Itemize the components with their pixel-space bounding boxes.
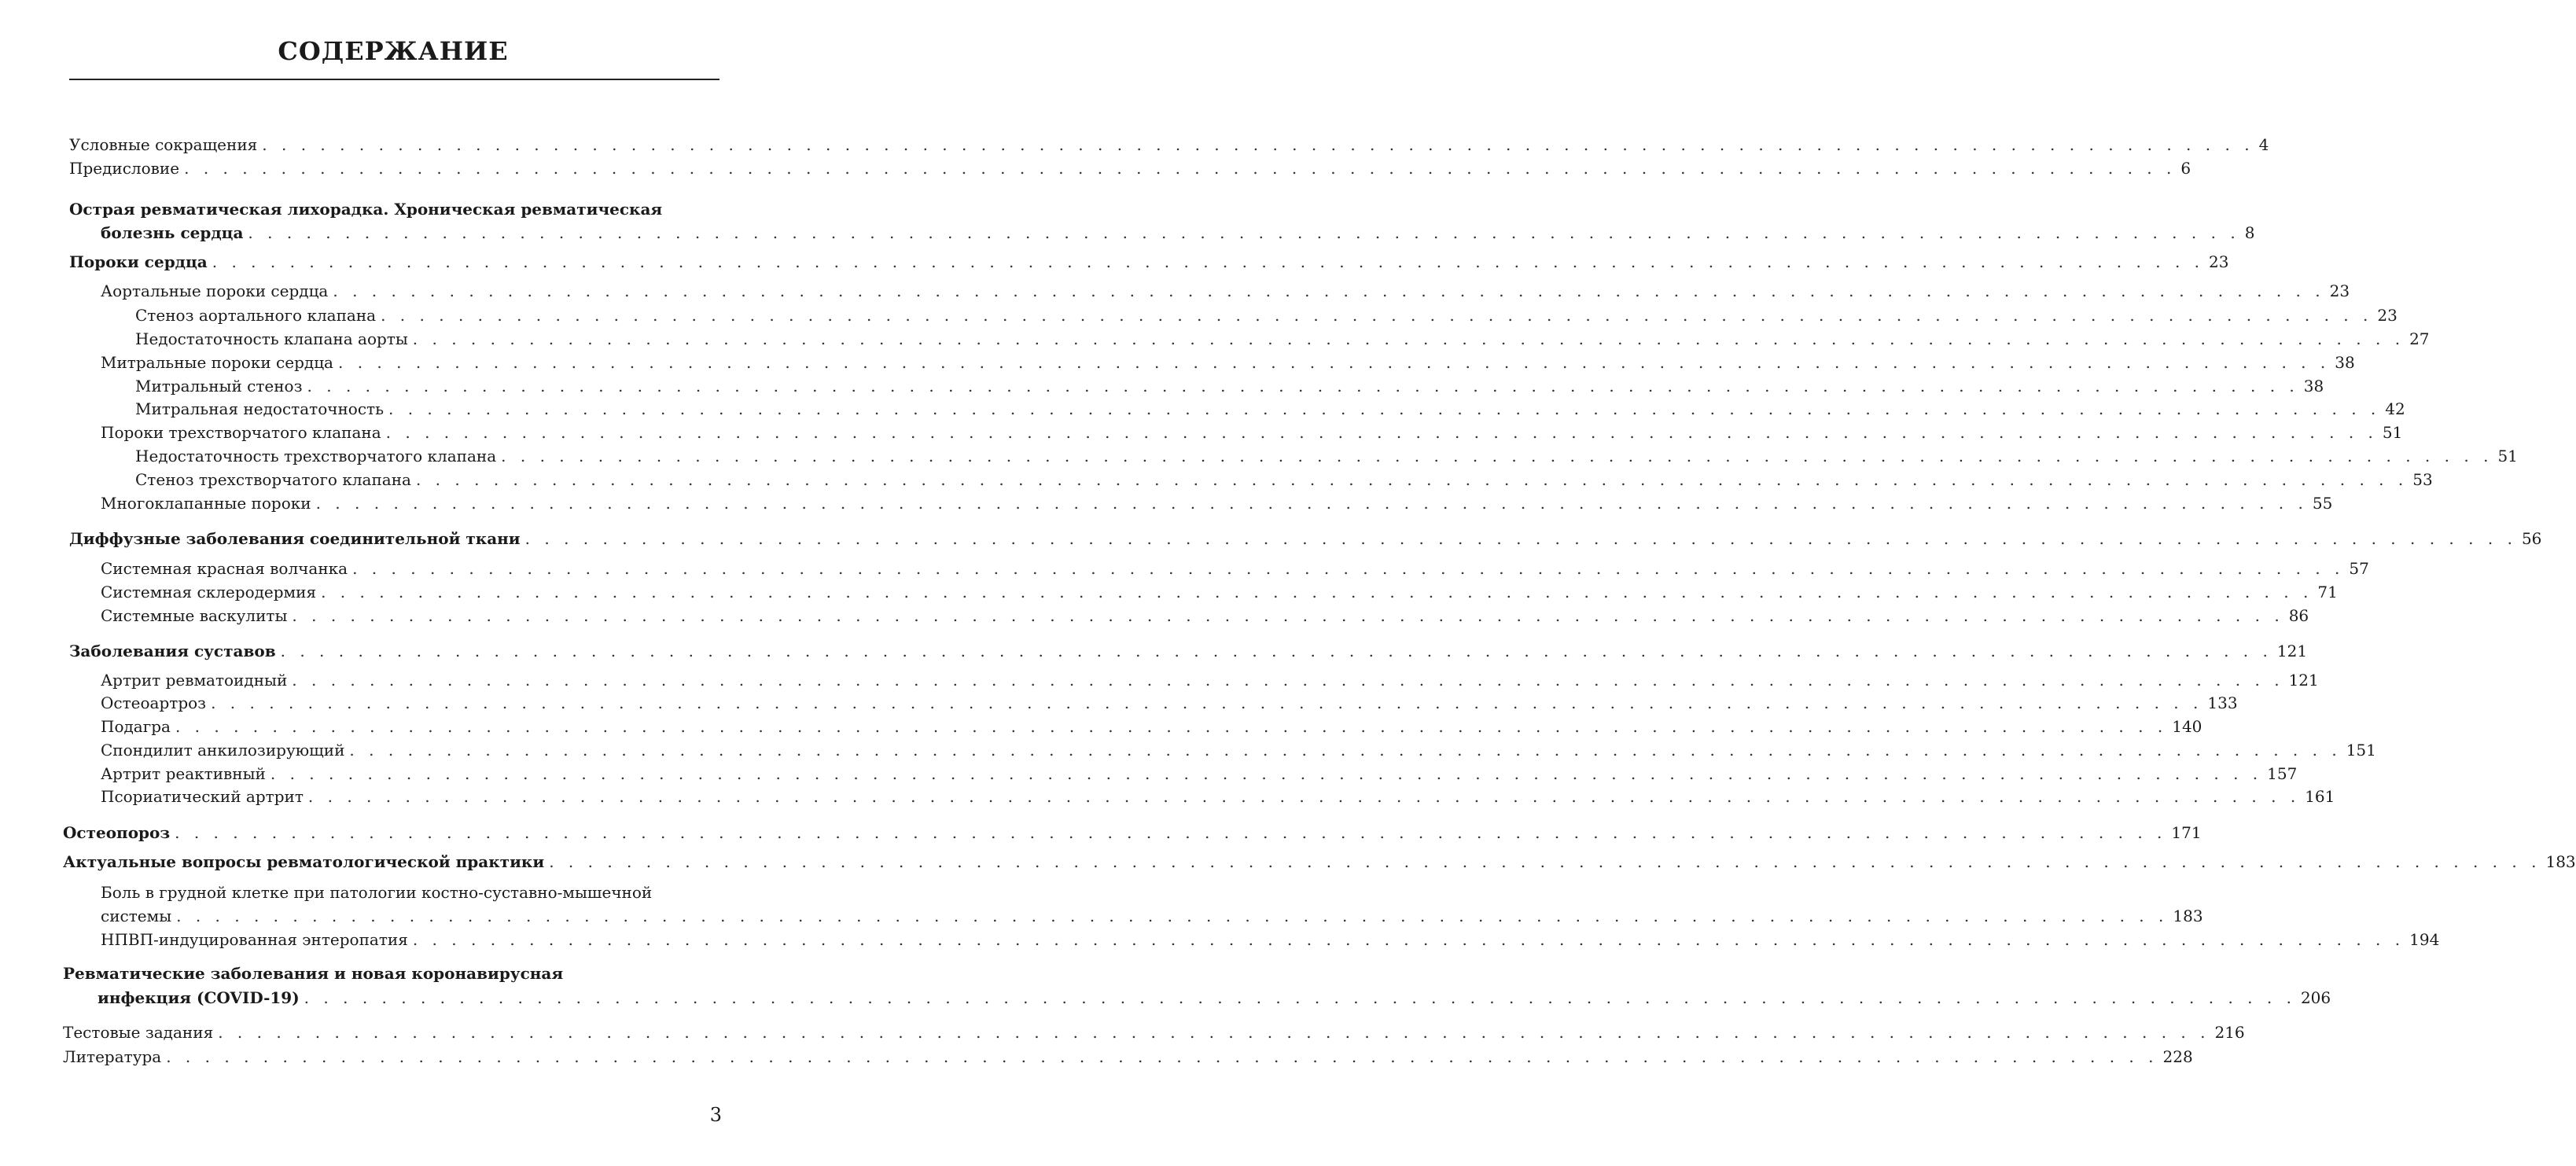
toc-entry[interactable] (135, 329, 2430, 349)
toc-entry-page: 53 (2412, 470, 2433, 489)
dot-leader: . . . . . . . . . . . . . . . . . . . . . . . . . . . . . . . . . . . . . . . . . . . . . . . . . . . . . . . . . . . . . . . . . . . . . . . . . . . . . . . . . . . . . . . . . . . . . . . . . . . . . . . (337, 353, 2331, 372)
toc-entry-page: 4 (2258, 135, 2269, 154)
toc-entry-label: Многоклапанные пороки (101, 494, 311, 513)
toc-entry-label: НПВП-индуцированная энтеропатия (101, 930, 408, 949)
dot-leader: . . . . . . . . . . . . . . . . . . . . . . . . . . . . . . . . . . . . . . . . . . . . . . . . . . . . . . . . . . . . . . . . . . . . . . . . . . . . . . . . . . . . . . . . . . . . . . . . . . . . . . . (280, 642, 2272, 660)
dot-leader: . . . . . . . . . . . . . . . . . . . . . . . . . . . . . . . . . . . . . . . . . . . . . . . . . . . . . . . . . . . . . . . . . . . . . . . . . . . . . . . . . . . . . . . . . . . . . . . . . . . . . . . (349, 741, 2342, 760)
toc-entry-label: Недостаточность трехстворчатого клапана (135, 447, 497, 465)
toc-entry-page: 8 (2244, 223, 2255, 242)
toc-entry-page: 23 (2377, 306, 2398, 325)
toc-entry-page: 23 (2329, 281, 2350, 300)
dot-leader: . . . . . . . . . . . . . . . . . . . . . . . . . . . . . . . . . . . . . . . . . . . . . . . . . . . . . . . . . . . . . . . . . . . . . . . . . . . . . . . . . . . . . . . . . . . . . . . . . . . . . . . (549, 852, 2541, 871)
toc-entry-page: 161 (2305, 787, 2335, 806)
toc-entry-page: 183 (2545, 852, 2576, 871)
toc-entry-page: 140 (2172, 717, 2202, 736)
toc-entry[interactable] (101, 422, 2403, 443)
toc-entry[interactable] (69, 528, 2542, 549)
toc-entry[interactable] (135, 399, 2405, 419)
toc-entry-label: Системная склеродермия (101, 583, 317, 601)
toc-entry-label: Тестовые задания (63, 1023, 214, 1042)
dot-leader: . . . . . . . . . . . . . . . . . . . . . . . . . . . . . . . . . . . . . . . . . . . . . . . . . . . . . . . . . . . . . . . . . . . . . . . . . . . . . . . . . . . . . . . . . . . . . . . . . . . . . . . (388, 399, 2381, 418)
toc-entry-label: Системные васкулиты (101, 606, 288, 625)
toc-entry[interactable] (101, 670, 2319, 690)
dot-leader: . . . . . . . . . . . . . . . . . . . . . . . . . . . . . . . . . . . . . . . . . . . . . . . . . . . . . . . . . . . . . . . . . . . . . . . . . . . . . . . . . . . . . . . . . . . . . . . . . . . . . . . (184, 159, 2177, 178)
toc-entry-page: 56 (2521, 529, 2542, 548)
toc-entry-label: Артрит реактивный (101, 764, 266, 783)
toc-entry[interactable] (63, 822, 2202, 843)
toc-entry-page: 121 (2288, 671, 2319, 690)
toc-entry[interactable] (101, 223, 2255, 243)
toc-entry-page: 216 (2214, 1023, 2245, 1042)
dot-leader: . . . . . . . . . . . . . . . . . . . . . . . . . . . . . . . . . . . . . . . . . . . . . . . . . . . . . . . . . . . . . . . . . . . . . . . . . . . . . . . . . . . . . . . . . . . . . . . . . . . . . . . (321, 583, 2313, 601)
dot-leader: . . . . . . . . . . . . . . . . . . . . . . . . . . . . . . . . . . . . . . . . . . . . . . . . . . . . . . . . . . . . . . . . . . . . . . . . . . . . . . . . . . . . . . . . . . . . . . . . . . . . . . . (218, 1023, 2210, 1042)
toc-entry[interactable] (101, 582, 2338, 602)
toc-entry-page: 183 (2173, 907, 2203, 925)
page-number: 3 (709, 1104, 722, 1126)
toc-entry[interactable] (101, 352, 2355, 373)
toc-entry-page: 194 (2409, 930, 2440, 949)
toc-entry[interactable] (101, 558, 2369, 579)
dot-leader: . . . . . . . . . . . . . . . . . . . . . . . . . . . . . . . . . . . . . . . . . . . . . . . . . . . . . . . . . . . . . . . . . . . . . . . . . . . . . . . . . . . . . . . . . . . . . . . . . . . . . . . (212, 252, 2205, 271)
toc-entry-label: Условные сокращения (69, 135, 258, 154)
toc-entry-label-line1[interactable]: Ревматические заболевания и новая коронавирусная (63, 964, 564, 983)
dot-leader: . . . . . . . . . . . . . . . . . . . . . . . . . . . . . . . . . . . . . . . . . . . . . . . . . . . . . . . . . . . . . . . . . . . . . . . . . . . . . . . . . . . . . . . . . . . . . . . . . . . . . . . (248, 223, 2240, 242)
toc-entry[interactable] (101, 906, 2203, 926)
toc-entry-label: Спондилит анкилозирующий (101, 741, 345, 760)
toc-entry-page: 38 (2303, 377, 2324, 395)
toc-entry[interactable] (135, 305, 2398, 326)
toc-entry-page: 38 (2335, 353, 2355, 372)
dot-leader: . . . . . . . . . . . . . . . . . . . . . . . . . . . . . . . . . . . . . . . . . . . . . . . . . . . . . . . . . . . . . . . . . . . . . . . . . . . . . . . . . . . . . . . . . . . . . . . . . . . . . . . (307, 377, 2299, 395)
toc-entry[interactable] (69, 134, 2269, 155)
toc-entry-label: Предисловие (69, 159, 180, 178)
dot-leader: . . . . . . . . . . . . . . . . . . . . . . . . . . . . . . . . . . . . . . . . . . . . . . . . . . . . . . . . . . . . . . . . . . . . . . . . . . . . . . . . . . . . . . . . . . . . . . . . . . . . . . . (292, 606, 2284, 625)
dot-leader: . . . . . . . . . . . . . . . . . . . . . . . . . . . . . . . . . . . . . . . . . . . . . . . . . . . . . . . . . . . . . . . . . . . . . . . . . . . . . . . . . . . . . . . . . . . . . . . . . . . . . . . (315, 494, 2308, 513)
toc-entry-label: Митральные пороки сердца (101, 353, 333, 372)
dot-leader: . . . . . . . . . . . . . . . . . . . . . . . . . . . . . . . . . . . . . . . . . . . . . . . . . . . . . . . . . . . . . . . . . . . . . . . . . . . . . . . . . . . . . . . . . . . . . . . . . . . . . . . (524, 529, 2517, 548)
toc-entry[interactable] (135, 376, 2324, 396)
dot-leader: . . . . . . . . . . . . . . . . . . . . . . . . . . . . . . . . . . . . . . . . . . . . . . . . . . . . . . . . . . . . . . . . . . . . . . . . . . . . . . . . . . . . . . . . . . . . . . . . . . . . . . . (352, 559, 2345, 578)
toc-entry-label: Остеоартроз (101, 693, 207, 712)
toc-entry-label: Остеопороз (63, 823, 171, 842)
toc-entry-page: 151 (2346, 741, 2376, 760)
toc-entry[interactable] (101, 929, 2440, 950)
dot-leader: . . . . . . . . . . . . . . . . . . . . . . . . . . . . . . . . . . . . . . . . . . . . . . . . . . . . . . . . . . . . . . . . . . . . . . . . . . . . . . . . . . . . . . . . . . . . . . . . . . . . . . . (175, 717, 2168, 736)
dot-leader: . . . . . . . . . . . . . . . . . . . . . . . . . . . . . . . . . . . . . . . . . . . . . . . . . . . . . . . . . . . . . . . . . . . . . . . . . . . . . . . . . . . . . . . . . . . . . . . . . . . . . . . (333, 281, 2325, 300)
toc-entry-page: 42 (2385, 399, 2405, 418)
toc-entry-label: Митральный стеноз (135, 377, 303, 395)
toc-entry-label: Пороки сердца (69, 252, 208, 271)
toc-entry-label: инфекция (COVID-19) (98, 988, 300, 1007)
toc-entry-label: Митральная недостаточность (135, 399, 384, 418)
toc-entry-label: болезнь сердца (101, 223, 244, 242)
toc-entry[interactable] (101, 693, 2238, 713)
dot-leader: . . . . . . . . . . . . . . . . . . . . . . . . . . . . . . . . . . . . . . . . . . . . . . . . . . . . . . . . . . . . . . . . . . . . . . . . . . . . . . . . . . . . . . . . . . . . . . . . . . . . . . . (211, 693, 2203, 712)
dot-leader: . . . . . . . . . . . . . . . . . . . . . . . . . . . . . . . . . . . . . . . . . . . . . . . . . . . . . . . . . . . . . . . . . . . . . . . . . . . . . . . . . . . . . . . . . . . . . . . . . . . . . . . (385, 423, 2378, 442)
toc-entry-label: системы (101, 907, 172, 925)
toc-entry-page: 6 (2180, 159, 2191, 178)
dot-leader: . . . . . . . . . . . . . . . . . . . . . . . . . . . . . . . . . . . . . . . . . . . . . . . . . . . . . . . . . . . . . . . . . . . . . . . . . . . . . . . . . . . . . . . . . . . . . . . . . . . . . . . (381, 306, 2373, 325)
toc-entry[interactable] (101, 605, 2309, 626)
toc-entry-label: Подагра (101, 717, 171, 736)
toc-entry[interactable] (101, 763, 2298, 784)
toc-entry-label: Стеноз трехстворчатого клапана (135, 470, 411, 489)
toc-entry-page: 51 (2497, 447, 2518, 465)
toc-entry-page: 228 (2162, 1047, 2193, 1066)
toc-entry-page: 121 (2276, 642, 2308, 660)
toc-entry-label: Недостаточность клапана аорты (135, 329, 408, 348)
toc-entry-page: 171 (2171, 823, 2202, 842)
dot-leader: . . . . . . . . . . . . . . . . . . . . . . . . . . . . . . . . . . . . . . . . . . . . . . . . . . . . . . . . . . . . . . . . . . . . . . . . . . . . . . . . . . . . . . . . . . . . . . . . . . . . . . . (412, 930, 2405, 949)
toc-entry[interactable] (101, 740, 2376, 760)
toc-entry-label: Диффузные заболевания соединительной ткани (69, 529, 521, 548)
toc-entry[interactable] (135, 446, 2518, 466)
toc-entry-label: Аортальные пороки сердца (101, 281, 329, 300)
dot-leader: . . . . . . . . . . . . . . . . . . . . . . . . . . . . . . . . . . . . . . . . . . . . . . . . . . . . . . . . . . . . . . . . . . . . . . . . . . . . . . . . . . . . . . . . . . . . . . . . . . . . . . . (501, 447, 2493, 465)
toc-entry-page: 206 (2300, 988, 2331, 1007)
toc-entry[interactable] (135, 469, 2433, 490)
toc-entry[interactable] (101, 493, 2333, 513)
toc-entry-page: 57 (2349, 559, 2369, 578)
toc-entry[interactable] (101, 281, 2350, 301)
toc-entry-page: 86 (2288, 606, 2309, 625)
toc-entry-page: 55 (2312, 494, 2333, 513)
toc-entry-label: Литература (63, 1047, 162, 1066)
toc-entry[interactable] (63, 852, 2576, 872)
toc-entry-label-line1[interactable]: Боль в грудной клетке при патологии костно-суставно-мышечной (101, 883, 653, 902)
toc-entry-label: Псориатический артрит (101, 787, 304, 806)
dot-leader: . . . . . . . . . . . . . . . . . . . . . . . . . . . . . . . . . . . . . . . . . . . . . . . . . . . . . . . . . . . . . . . . . . . . . . . . . . . . . . . . . . . . . . . . . . . . . . . . . . . . . . . (270, 764, 2263, 783)
dot-leader: . . . . . . . . . . . . . . . . . . . . . . . . . . . . . . . . . . . . . . . . . . . . . . . . . . . . . . . . . . . . . . . . . . . . . . . . . . . . . . . . . . . . . . . . . . . . . . . . . . . . . . . (262, 135, 2254, 154)
toc-entry-page: 71 (2317, 583, 2338, 601)
toc-entry-label: Системная красная волчанка (101, 559, 348, 578)
toc-entry-label-line1[interactable]: Острая ревматическая лихорадка. Хроническая ревматическая (69, 200, 663, 219)
dot-leader: . . . . . . . . . . . . . . . . . . . . . . . . . . . . . . . . . . . . . . . . . . . . . . . . . . . . . . . . . . . . . . . . . . . . . . . . . . . . . . . . . . . . . . . . . . . . . . . . . . . . . . . (176, 907, 2169, 925)
toc-entry-label: Артрит ревматоидный (101, 671, 288, 690)
toc-entry-page: 23 (2209, 252, 2229, 271)
toc-entry[interactable] (63, 1046, 2193, 1067)
toc-entry-page: 27 (2409, 329, 2430, 348)
dot-leader: . . . . . . . . . . . . . . . . . . . . . . . . . . . . . . . . . . . . . . . . . . . . . . . . . . . . . . . . . . . . . . . . . . . . . . . . . . . . . . . . . . . . . . . . . . . . . . . . . . . . . . . (412, 329, 2405, 348)
toc-entry[interactable] (101, 786, 2335, 807)
toc-entry[interactable] (63, 1022, 2245, 1043)
dot-leader: . . . . . . . . . . . . . . . . . . . . . . . . . . . . . . . . . . . . . . . . . . . . . . . . . . . . . . . . . . . . . . . . . . . . . . . . . . . . . . . . . . . . . . . . . . . . . . . . . . . . . . . (307, 787, 2301, 806)
toc-entry[interactable] (98, 988, 2331, 1008)
dot-leader: . . . . . . . . . . . . . . . . . . . . . . . . . . . . . . . . . . . . . . . . . . . . . . . . . . . . . . . . . . . . . . . . . . . . . . . . . . . . . . . . . . . . . . . . . . . . . . . . . . . . . . . (304, 988, 2296, 1007)
toc-entry-page: 51 (2382, 423, 2403, 442)
dot-leader: . . . . . . . . . . . . . . . . . . . . . . . . . . . . . . . . . . . . . . . . . . . . . . . . . . . . . . . . . . . . . . . . . . . . . . . . . . . . . . . . . . . . . . . . . . . . . . . . . . . . . . . (175, 823, 2167, 842)
toc-entry-label: Актуальные вопросы ревматологической практики (63, 852, 545, 871)
dot-leader: . . . . . . . . . . . . . . . . . . . . . . . . . . . . . . . . . . . . . . . . . . . . . . . . . . . . . . . . . . . . . . . . . . . . . . . . . . . . . . . . . . . . . . . . . . . . . . . . . . . . . . . (166, 1047, 2158, 1066)
toc-entry-label: Стеноз аортального клапана (135, 306, 377, 325)
toc-entry[interactable] (69, 158, 2191, 178)
dot-leader: . . . . . . . . . . . . . . . . . . . . . . . . . . . . . . . . . . . . . . . . . . . . . . . . . . . . . . . . . . . . . . . . . . . . . . . . . . . . . . . . . . . . . . . . . . . . . . . . . . . . . . . (415, 470, 2409, 489)
toc-entry[interactable] (69, 641, 2308, 661)
toc-entry-page: 133 (2207, 693, 2238, 712)
toc-entry-label: Пороки трехстворчатого клапана (101, 423, 381, 442)
toc-entry-label: Заболевания суставов (69, 642, 276, 660)
page-title: СОДЕРЖАНИЕ (278, 36, 509, 66)
toc-entry-page: 157 (2267, 764, 2298, 783)
dot-leader: . . . . . . . . . . . . . . . . . . . . . . . . . . . . . . . . . . . . . . . . . . . . . . . . . . . . . . . . . . . . . . . . . . . . . . . . . . . . . . . . . . . . . . . . . . . . . . . . . . . . . . . (292, 671, 2284, 690)
toc-entry[interactable] (101, 716, 2202, 737)
toc-entry[interactable] (69, 252, 2229, 272)
